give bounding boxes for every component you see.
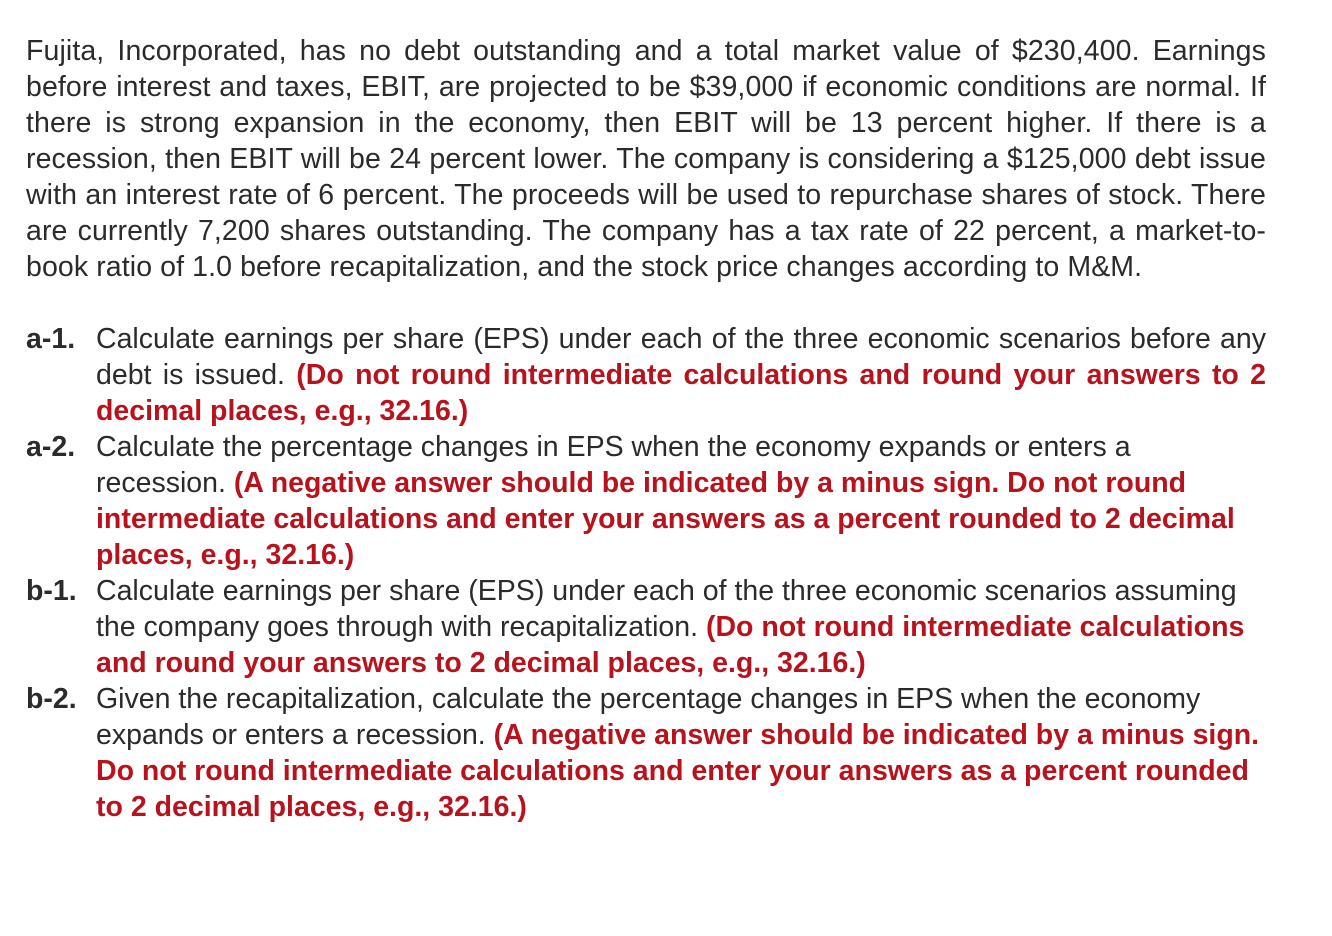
question-label: b-2. [26,683,77,715]
problem-intro: Fujita, Incorporated, has no debt outstanding and a total market value of $230,400. Earnings before interest and taxes, EBIT, are projected to be $39,000 if economic conditions are normal. If there is strong expansion in the economy, then EBIT will be 13 percent higher. If there is a recession, then EBIT will be 24 percent lower. The company is considering a $125,000 debt issue with an interest rate of 6 percent. The proceeds will be used to repurchase shares of stock. There are currently 7,200 shares outstanding. The company has a tax rate of 22 percent, a market-to-book ratio of 1.0 before recapitalization, and the stock price changes according to M&M. [26,35,1266,283]
question-body [96,573,1266,681]
question-instruction: (Do not round intermediate calculations and round your answers to 2 decimal places, e.g., 32.16.) [96,359,1266,427]
question-instruction: (A negative answer should be indicated by a minus sign. Do not round intermediate calculations and enter your answers as a percent rounded to 2 decimal places, e.g., 32.16.) [96,719,1260,823]
problem-statement [26,33,1266,825]
question-list [26,321,1266,825]
question-body [96,321,1266,429]
question-text: Calculate earnings per share (EPS) under each of the three economic scenarios assuming the company goes through with recapitalization. [96,575,1237,643]
question-body [96,681,1266,825]
question-b2 [26,681,1266,825]
question-b1 [26,573,1266,681]
question-label: b-1. [26,575,77,607]
question-text: Calculate earnings per share (EPS) under each of the three economic scenarios before any debt is issued. [96,323,1266,391]
question-text: Calculate the percentage changes in EPS when the economy expands or enters a recession. [96,431,1131,499]
question-a1 [26,321,1266,429]
question-body [96,429,1266,573]
question-text: Given the recapitalization, calculate the percentage changes in EPS when the economy expands or enters a recession. [96,683,1201,751]
question-instruction: (A negative answer should be indicated by a minus sign. Do not round intermediate calculations and enter your answers as a percent rounded to 2 decimal places, e.g., 32.16.) [96,467,1235,571]
question-label: a-2. [26,431,76,463]
question-instruction: (Do not round intermediate calculations and round your answers to 2 decimal places, e.g., 32.16.) [96,611,1245,679]
question-label: a-1. [26,323,76,355]
question-a2 [26,429,1266,573]
